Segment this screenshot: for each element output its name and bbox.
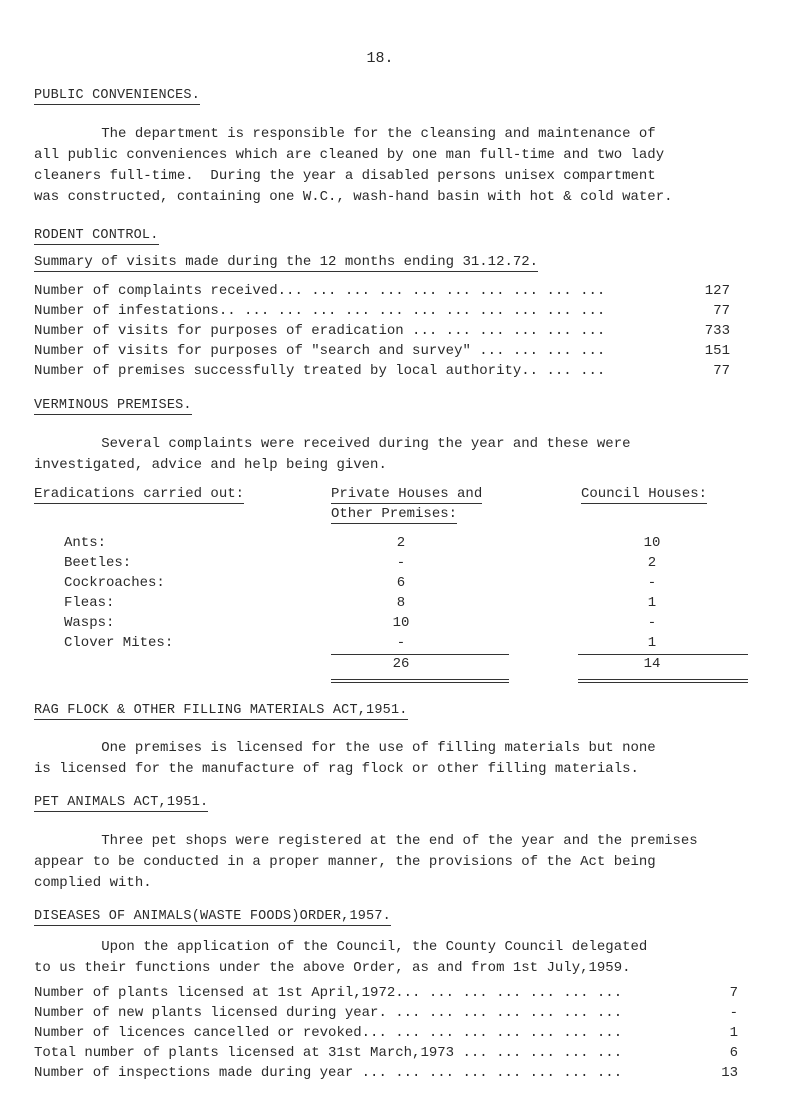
table-cell-council: 10: [643, 535, 661, 551]
rodent-row: Number of complaints received... ... ... ... ... ... ... ... ... ... 127: [34, 283, 730, 299]
table-total-private: 26: [392, 656, 410, 672]
table-cell-private: 2: [396, 535, 406, 551]
licence-row: Number of inspections made during year ... ... ... ... ... ... ... ... 13: [34, 1065, 738, 1081]
licence-row: Total number of plants licensed at 31st March,1973 ... ... ... ... ... 6: [34, 1045, 738, 1061]
table-cell-council: -: [647, 615, 657, 631]
table-total-council: 14: [643, 656, 661, 672]
table-cell-private: 10: [392, 615, 410, 631]
rodent-row: Number of visits for purposes of "search and survey" ... ... ... ... 151: [34, 343, 730, 359]
licence-row: Number of plants licensed at 1st April,1972... ... ... ... ... ... ... 7: [34, 985, 738, 1001]
table-cell-council: 2: [647, 555, 657, 571]
paragraph-public-conveniences: The department is responsible for the cleansing and maintenance of all public conveniences which are cleaned by one man full-time and two lady cleaners full-time. During the year a disabled persons unisex compartment was constructed, containing one W.C., wash-hand basin with hot & cold water.: [34, 126, 673, 205]
table-header-eradications: Eradications carried out:: [34, 486, 245, 502]
table-cell-private: 8: [396, 595, 406, 611]
heading-verminous-premises: VERMINOUS PREMISES.: [34, 398, 192, 413]
heading-rodent-control: RODENT CONTROL.: [34, 228, 159, 243]
table-cell-council: 1: [647, 595, 657, 611]
table-row-label: Beetles:: [64, 555, 132, 571]
rodent-row: Number of premises successfully treated by local authority.. ... ... 77: [34, 363, 730, 379]
table-header-private-1: Private Houses and: [331, 486, 483, 502]
table-cell-private: 6: [396, 575, 406, 591]
table-row-label: Ants:: [64, 535, 107, 551]
licence-row: Number of licences cancelled or revoked... ... ... ... ... ... ... ... 1: [34, 1025, 738, 1041]
table-rule-private: [331, 654, 509, 655]
table-header-private-2: Other Premises:: [331, 506, 458, 522]
licence-row: Number of new plants licensed during year. ... ... ... ... ... ... ... -: [34, 1005, 738, 1021]
table-rule-council: [578, 654, 748, 655]
heading-diseases-of-animals: DISEASES OF ANIMALS(WASTE FOODS)ORDER,1957.: [34, 909, 391, 924]
table-row-label: Wasps:: [64, 615, 115, 631]
table-double-rule-council: [578, 679, 748, 683]
table-row-label: Fleas:: [64, 595, 115, 611]
table-cell-private: -: [396, 555, 406, 571]
table-row-label: Cockroaches:: [64, 575, 165, 591]
heading-public-conveniences: PUBLIC CONVENIENCES.: [34, 88, 201, 103]
table-header-council: Council Houses:: [581, 486, 708, 502]
heading-pet-animals: PET ANIMALS ACT,1951.: [34, 795, 209, 810]
rodent-row: Number of visits for purposes of eradication ... ... ... ... ... ... 733: [34, 323, 730, 339]
heading-rag-flock: RAG FLOCK & OTHER FILLING MATERIALS ACT,1951.: [34, 703, 408, 718]
summary-title: Summary of visits made during the 12 months ending 31.12.72.: [34, 254, 539, 270]
table-double-rule-private: [331, 679, 509, 683]
paragraph-verminous-premises: Several complaints were received during the year and these were investigated, advice and help being given.: [34, 436, 631, 473]
table-cell-council: -: [647, 575, 657, 591]
table-row-label: Clover Mites:: [64, 635, 174, 651]
paragraph-diseases-of-animals: Upon the application of the Council, the County Council delegated to us their functions under the above Order, as and from 1st July,1959.: [34, 939, 648, 976]
table-cell-council: 1: [647, 635, 657, 651]
paragraph-rag-flock: One premises is licensed for the use of filling materials but none is licensed for the manufacture of rag flock or other filling materials.: [34, 740, 656, 777]
paragraph-pet-animals: Three pet shops were registered at the end of the year and the premises appear to be conducted in a proper manner, the provisions of the Act being complied with.: [34, 833, 698, 891]
rodent-row: Number of infestations.. ... ... ... ... ... ... ... ... ... ... ... 77: [34, 303, 730, 319]
table-cell-private: -: [396, 635, 406, 651]
page-number: 18.: [366, 50, 394, 67]
